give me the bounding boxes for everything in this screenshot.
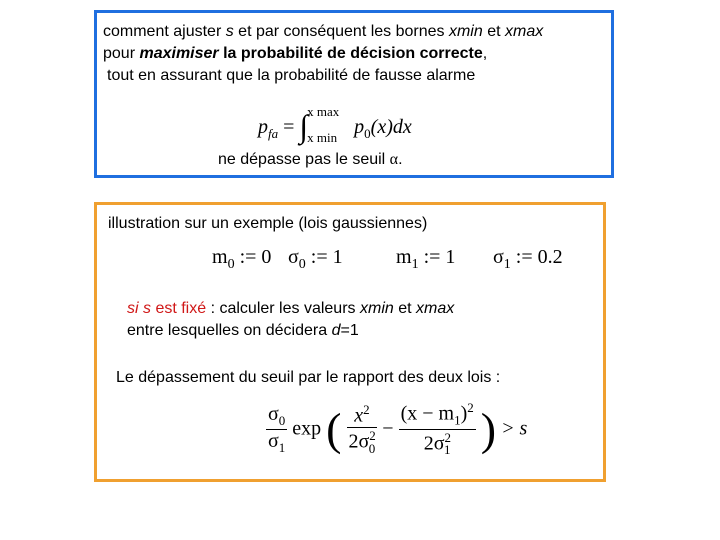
text-line-3: tout en assurant que la probabilité de fausse alarme bbox=[107, 67, 476, 84]
param-sigma1: $\sigma_1$ := 0.2 bbox=[493, 246, 563, 272]
param-sigma0: $\sigma_0$ := 1 bbox=[288, 246, 343, 272]
fraction-h1: $\frac{(x - m_1)^2}{2\sigma^2_1}$ bbox=[400, 400, 474, 458]
false-alarm-formula: $p_{fa}$ = ∫ x max x min $p_0(x)dx$ bbox=[258, 104, 412, 146]
text-line-4: ne dépasse pas le seuil α. bbox=[218, 151, 403, 168]
fraction-h0: $\frac{x^2}{2\sigma^2_0}$ bbox=[348, 401, 376, 456]
text-line-1: comment ajuster s et par conséquent les bornes xmin et xmax bbox=[103, 23, 544, 40]
param-m0: $m_0$ := 0 bbox=[212, 246, 272, 272]
param-m1: $m_1$ := 1 bbox=[396, 246, 456, 272]
example-title: illustration sur un exemple (lois gaussiennes) bbox=[108, 215, 428, 232]
likelihood-ratio-formula: $\frac{\sigma_0}{\sigma_1}$ exp ( $\frac{x^2}{2\sigma^2_0}$ − $\frac{(x - m_1)^2}{2\sigma^2_1}$ ) > s bbox=[268, 400, 528, 458]
text-entre: entre lesquelles on décidera d=1 bbox=[127, 322, 359, 339]
text-depassement: Le dépassement du seuil par le rapport des deux lois : bbox=[116, 369, 501, 386]
text-line-2: pour maximiser la probabilité de décision correcte, bbox=[103, 45, 488, 62]
sigma-ratio: $\frac{\sigma_0}{\sigma_1}$ bbox=[268, 402, 286, 455]
text-si-s: si s est fixé : calculer les valeurs xmin et xmax bbox=[127, 300, 455, 317]
